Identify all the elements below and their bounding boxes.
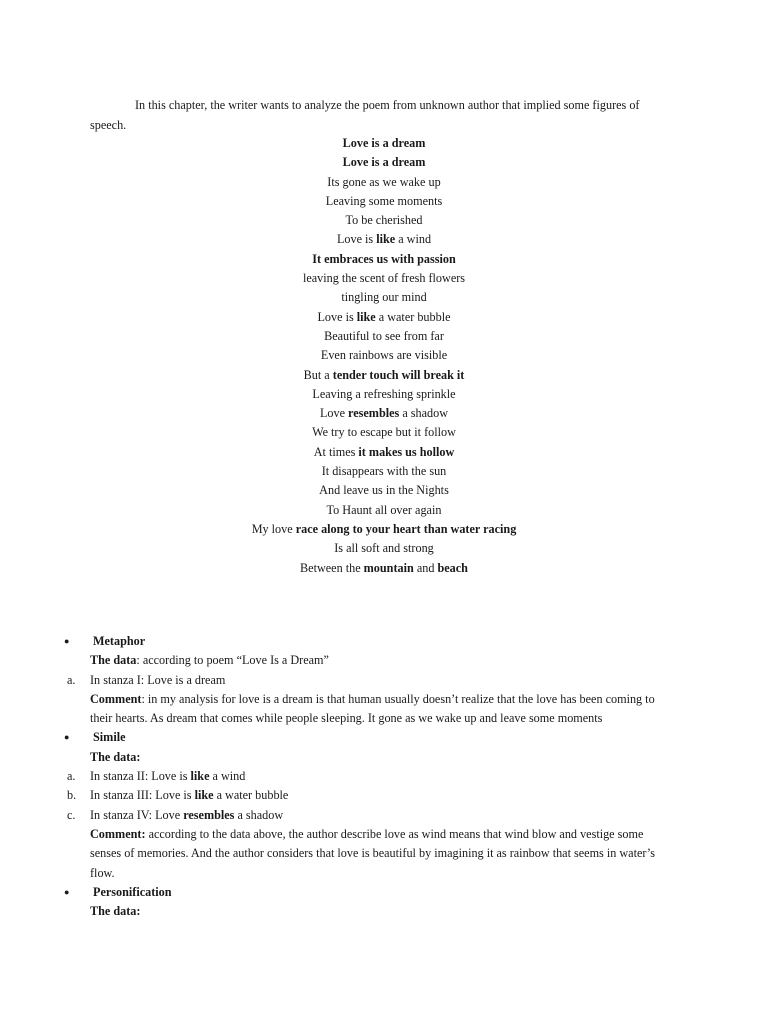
section-heading-metaphor: Metaphor (93, 634, 146, 648)
poem-line-bold: Love is a dream (342, 136, 426, 150)
bullet-icon: ● (64, 886, 70, 897)
poem-line-text: But a (303, 367, 333, 382)
poem-line (0, 385, 768, 404)
poem-line-text: Is all soft and strong (334, 541, 434, 556)
poem-line (0, 269, 768, 288)
poem-line (0, 173, 768, 192)
comment-label: Comment: (90, 826, 146, 841)
poem-line-bold: like (356, 309, 376, 324)
list-item-text: a shadow (234, 807, 284, 822)
data-text: : according to poem “Love Is a Dream” (136, 653, 329, 668)
poem-line-text: Its gone as we wake up (327, 174, 441, 189)
poem-line-text: leaving the scent of fresh flowers (302, 271, 466, 286)
metaphor-data-row (0, 651, 768, 670)
poem-line-text: and (413, 560, 438, 575)
list-item-text: In stanza I: Love is a dream (90, 672, 226, 687)
list-item-bold: like (190, 769, 210, 784)
list-item (0, 767, 768, 786)
poem-line-text: Beautiful to see from far (324, 328, 444, 343)
poem-line (0, 559, 768, 578)
poem-line-text: My love (251, 521, 296, 536)
list-item-text: In stanza III: Love is (90, 788, 195, 803)
poem-line (0, 192, 768, 211)
poem-line-text: Love is (317, 309, 357, 324)
data-label: The data: (90, 904, 141, 919)
poem-line-bold: race along to your heart than water racing (295, 521, 517, 536)
bullet-icon: ● (64, 732, 70, 743)
poem-line (0, 443, 768, 462)
poem-line (0, 153, 768, 172)
data-label: The data: (90, 749, 141, 764)
section-heading-personification: Personification (93, 884, 172, 899)
poem-line-text: Even rainbows are visible (320, 348, 448, 363)
list-item-bold: like (194, 788, 214, 803)
list-item (0, 786, 768, 805)
poem-line-text: Love is (336, 232, 377, 247)
simile-comment (90, 825, 675, 883)
poem-line (0, 134, 768, 153)
poem-line-bold: it makes us hollow (358, 444, 455, 459)
poem-line (0, 308, 768, 327)
simile-heading-row (0, 728, 768, 747)
comment-text: : in my analysis for love is a dream is that human usually doesn’t realize that the love has been coming to their hearts. As dream that comes while people sleeping. It gone as we wake up and leave some moments (90, 691, 655, 726)
list-item (0, 671, 768, 690)
metaphor-heading-row (0, 632, 768, 651)
bullet-icon: ● (64, 636, 70, 646)
list-item-text: In stanza II: Love is (90, 769, 191, 784)
comment-label: Comment (90, 691, 142, 706)
poem-line (0, 501, 768, 520)
poem-line-bold: It embraces us with passion (312, 251, 456, 266)
poem-line-bold: tender touch will break it (332, 367, 465, 382)
poem-line (0, 211, 768, 230)
list-item-text: a wind (209, 769, 246, 784)
poem-line (0, 423, 768, 442)
poem-line-text: At times (313, 444, 359, 459)
poem-line-text: To Haunt all over again (326, 502, 442, 517)
poem-line-text: And leave us in the Nights (319, 483, 449, 498)
poem-line (0, 404, 768, 423)
list-marker: c. (67, 807, 76, 822)
poem-line-text: Between the (300, 560, 364, 575)
list-item-text: a water bubble (213, 788, 289, 803)
metaphor-comment (90, 690, 675, 729)
poem-line-text: tingling our mind (341, 290, 427, 305)
list-marker: a. (67, 672, 76, 687)
poem-line (0, 481, 768, 500)
poem (0, 134, 768, 578)
poem-line-text: Love (319, 406, 349, 421)
list-item (0, 806, 768, 825)
poem-line (0, 230, 768, 249)
analysis-notes (0, 632, 768, 921)
poem-line-bold: like (376, 232, 396, 247)
list-marker: a. (67, 769, 76, 784)
data-label: The data (90, 653, 137, 668)
poem-line-bold: resembles (348, 406, 400, 421)
poem-line (0, 366, 768, 385)
poem-line-text: Leaving some moments (325, 193, 443, 208)
poem-line (0, 539, 768, 558)
poem-line-text: It disappears with the sun (321, 464, 447, 479)
list-item-bold: resembles (183, 807, 235, 822)
intro-paragraph: In this chapter, the writer wants to analyze the poem from unknown author that implied some figures of speech. (90, 98, 640, 132)
poem-line-text: Leaving a refreshing sprinkle (312, 386, 456, 401)
poem-line (0, 288, 768, 307)
comment-text: according to the data above, the author describe love as wind means that wind blow and vestige some senses of memories. And the author considers that love is beautiful by imagining it as rainbow that seems in water’s flow. (90, 826, 656, 880)
poem-line-text: To be cherished (345, 213, 423, 228)
poem-line-bold: beach (437, 560, 468, 575)
section-heading-simile: Simile (93, 730, 126, 745)
list-marker: b. (67, 788, 77, 803)
personification-heading-row (0, 883, 768, 902)
poem-line-text: a water bubble (375, 309, 451, 324)
poem-line-bold: mountain (363, 560, 414, 575)
poem-line (0, 346, 768, 365)
poem-line (0, 250, 768, 269)
poem-line-text: a wind (395, 232, 432, 247)
poem-line (0, 462, 768, 481)
poem-line-text: We try to escape but it follow (312, 425, 456, 440)
poem-line (0, 327, 768, 346)
poem-line-text: a shadow (399, 406, 449, 421)
list-item-text: In stanza IV: Love (90, 807, 184, 822)
personification-data-row (0, 902, 768, 921)
simile-data-row (0, 748, 768, 767)
poem-line-bold: Love is a dream (342, 155, 426, 170)
poem-line (0, 520, 768, 539)
